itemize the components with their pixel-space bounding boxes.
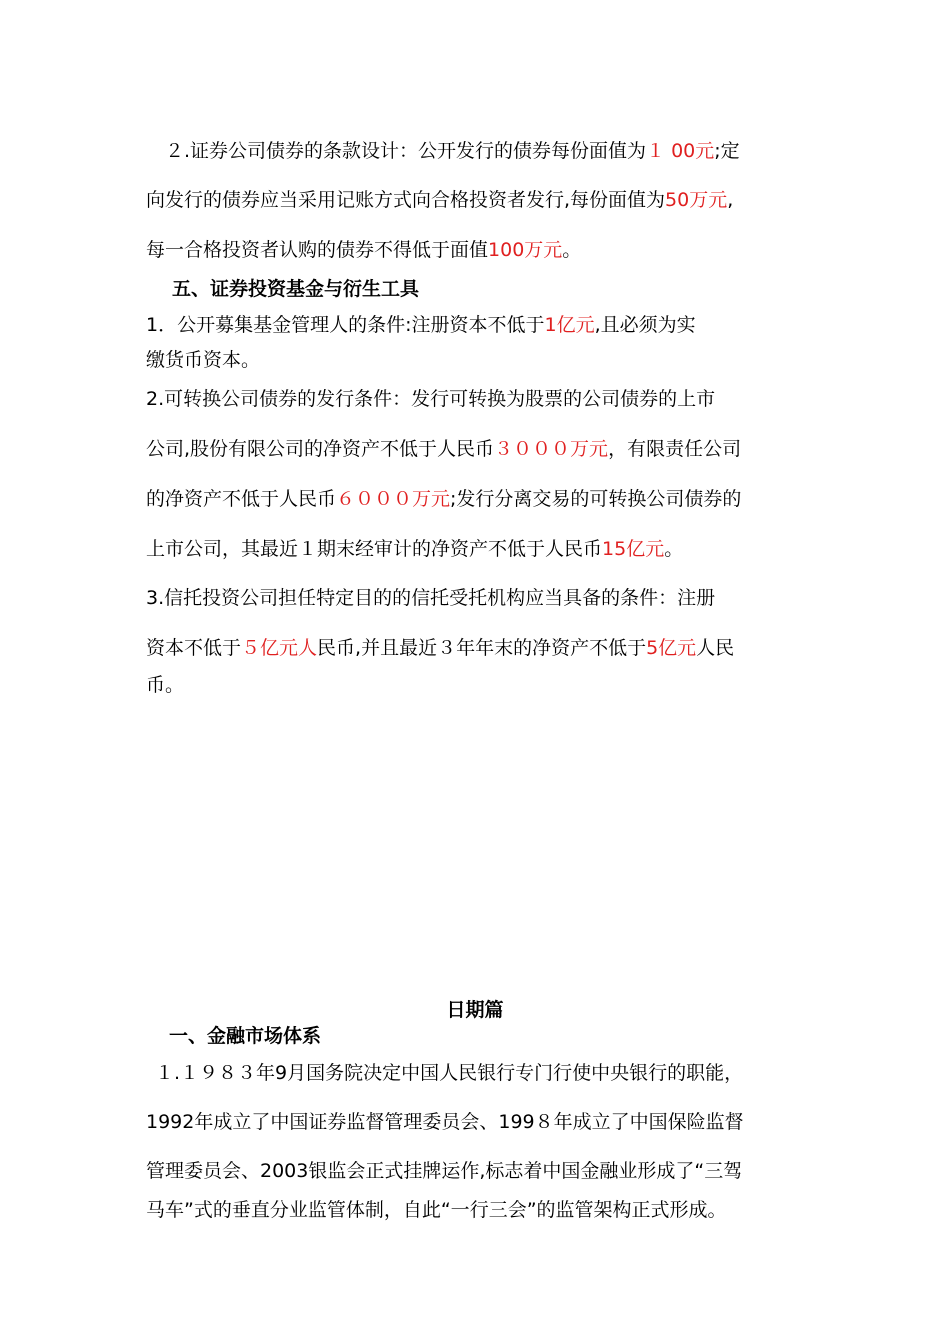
para-bond-terms-line-3 (146, 237, 581, 263)
text-run: ，有限责任公司 (608, 438, 742, 460)
text-run: 公司,股份有限公司的净资产不低于人民币 (146, 438, 495, 460)
text-run: 的净资产不低于人民币 (146, 488, 337, 510)
text-run: ,且必须为实 (594, 314, 696, 336)
text-run: 币。 (146, 674, 185, 696)
text-run: 上市公司，其最近１期末经审计的净资产不低于人民币 (146, 538, 603, 560)
para-convertible-line-4 (146, 536, 683, 562)
para-history-line-4 (146, 1197, 727, 1223)
text-run: 资本不低于 (146, 637, 242, 659)
text-run: 每一合格投资者认购的债券不得低于面值 (146, 239, 489, 261)
text-run: 。 (664, 538, 684, 560)
para-convertible-line-1 (146, 386, 715, 412)
text-run: 。 (562, 239, 582, 261)
text-run: ２.证券公司债券的条款设计：公开发行的债券每份面值为 (146, 140, 647, 162)
para-bond-terms-line-1 (146, 138, 740, 164)
text-run: 管理委员会、2003银监会正式挂牌运作,标志着中国金融业形成了“三驾 (146, 1160, 743, 1182)
para-fund-manager-line-2 (146, 347, 260, 373)
highlight-value: 5亿元 (646, 637, 697, 659)
text-run: 民币,并且最近３年年末的净资产不低于 (317, 637, 647, 659)
text-run: ;定 (714, 140, 740, 162)
text-run: 3.信托投资公司担任特定目的的信托受托机构应当具备的条件：注册 (146, 587, 716, 609)
text-run: 1．公开募集基金管理人的条件:注册资本不低于 (146, 314, 545, 336)
text-run: 2.可转换公司债券的发行条件：发行可转换为股票的公司债券的上市 (146, 388, 716, 410)
section-heading-financial-market: 一、金融市场体系 (150, 1025, 322, 1047)
text-run: 人民 (696, 637, 735, 659)
highlight-value: ３０００万元 (494, 438, 609, 460)
highlight-value: 1亿元 (544, 314, 595, 336)
para-trust-line-1 (146, 585, 715, 611)
para-trust-line-3 (146, 672, 184, 698)
highlight-value: 15亿元 (602, 538, 665, 560)
highlight-value: ６０００万元 (336, 488, 451, 510)
highlight-value: ５亿元人 (241, 637, 318, 659)
para-history-line-2 (146, 1109, 744, 1135)
text-run: １.１９８３年9月国务院决定中国人民银行专门行使中央银行的职能， (155, 1062, 744, 1084)
highlight-value: 50万元 (665, 189, 728, 211)
text-run: 1992年成立了中国证券监督管理委员会、199８年成立了中国保险监督 (146, 1111, 744, 1133)
text-run: ;发行分离交易的可转换公司债券的 (450, 488, 742, 510)
text-run: , (727, 189, 734, 211)
text-run: 缴货币资本。 (146, 349, 261, 371)
highlight-value: 100万元 (488, 239, 563, 261)
para-trust-line-2 (146, 635, 734, 661)
para-bond-terms-line-2 (146, 187, 733, 213)
highlight-value: １ 00元 (646, 140, 715, 162)
section-heading-funds: 五、证券投资基金与衍生工具 (172, 278, 420, 300)
para-fund-manager-line-1 (146, 312, 696, 338)
section-title-dates: 日期篇 (446, 999, 504, 1021)
text-run: 向发行的债券应当采用记账方式向合格投资者发行,每份面值为 (146, 189, 666, 211)
para-history-line-3 (146, 1158, 742, 1184)
text-run: 马车”式的垂直分业监管体制，自此“一行三会”的监管架构正式形成。 (146, 1199, 727, 1221)
para-convertible-line-3 (146, 486, 741, 512)
para-history-line-1 (155, 1060, 743, 1086)
para-convertible-line-2 (146, 436, 741, 462)
